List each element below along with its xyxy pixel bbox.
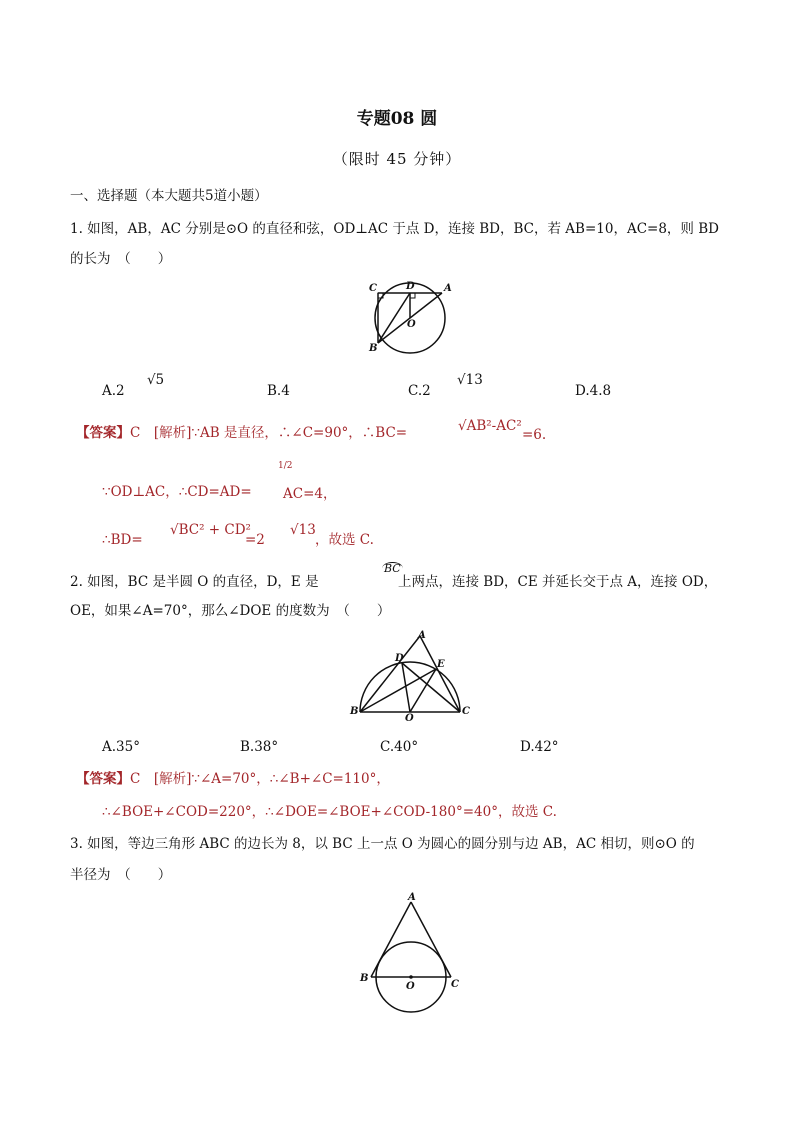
q1-figure [360,278,460,358]
q2-label-o: O [405,713,414,723]
q3-stem-line2: 半径为 （ ） [70,867,172,883]
q2-stem-line2: OE，如果∠A=70°，那么∠DOE 的度数为 （ ） [70,603,391,619]
page-title: 专题08 圆 [356,109,438,129]
q2-figure [348,628,478,723]
q1-answer-tag: 【答案】 [76,425,130,441]
q2-option-d[interactable]: D.42° [520,739,559,755]
q1-label-o: O [407,319,416,330]
q1-answer-text1: C [解析]∵AB 是直径，∴∠C=90°，∴BC= [130,425,408,441]
q1-label-d: D [406,281,415,292]
q3-label-b: B [360,973,369,984]
q1-label-c: C [369,283,377,294]
q2-answer-text1: C [解析]∵∠A=70°，∴∠B+∠C=110°， [130,771,390,787]
q1-answer-line1 [76,423,407,443]
q1-option-c-radical: √13 [457,372,483,388]
q1-label-a: A [444,283,452,294]
q2-answer-tag: 【答案】 [76,771,130,787]
q1-answer-line3-mid: =2 [245,532,265,548]
q1-stem-line2: 的长为 （ ） [70,251,172,267]
q1-answer-line3-end: ，故选 C. [315,532,374,548]
q1-answer-radical3b: √13 [290,522,316,538]
q1-option-d[interactable]: D.4.8 [575,383,612,399]
q1-option-c-text: C.2 [408,383,431,399]
q2-label-c: C [462,706,470,717]
q2-option-b[interactable]: B.38° [240,739,279,755]
q1-option-a[interactable] [102,372,165,401]
q2-label-b: B [350,706,359,717]
q2-answer-line1 [76,769,390,789]
q1-answer-fraction: 1/2 [278,461,293,471]
section-heading: 一、选择题（本大题共5道小题） [70,188,268,204]
q1-answer-line2: ∵OD⊥AC，∴CD=AD= [102,484,252,500]
q2-label-e: E [437,659,445,670]
q2-stem-line1: 2. 如图，BC 是半圆 O 的直径，D，E 是 [70,574,319,590]
q2-option-a[interactable]: A.35° [102,739,140,755]
q1-answer-line3: ∴BD= [102,532,143,548]
q3-stem-line1: 3. 如图，等边三角形 ABC 的边长为 8，以 BC 上一点 O 为圆心的圆分别与边 AB，AC 相切，则⊙O 的 [70,836,695,852]
q1-answer-radical3: √BC² + CD² [170,522,251,538]
q1-stem-line1: 1. 如图，AB，AC 分别是⊙O 的直径和弦，OD⊥AC 于点 D，连接 BD，BC，若 AB=10，AC=8，则 BD [70,221,719,237]
q1-answer-line1-end: =6. [522,427,547,443]
q2-option-c[interactable]: C.40° [380,739,419,755]
time-limit: （限时 45 分钟） [332,150,462,168]
q1-answer-line2-end: AC=4， [283,486,337,502]
q3-label-a: A [408,892,416,903]
q3-label-o: O [406,981,415,992]
q2-arc-bc: BC [384,562,401,575]
q2-stem-line1-end: 上两点，连接 BD，CE 并延长交于点 A，连接 OD， [398,574,718,590]
q3-label-c: C [451,979,459,990]
q1-option-b[interactable]: B.4 [267,383,290,399]
q2-label-a: A [418,630,426,641]
q1-option-c[interactable] [408,372,483,401]
q1-option-a-text: A.2 [102,383,125,399]
q2-label-d: D [395,653,404,664]
q1-label-b: B [369,343,378,354]
q3-figure [355,890,465,1015]
q2-answer-line2: ∴∠BOE+∠COD=220°，∴∠DOE=∠BOE+∠COD-180°=40°，故选 C. [102,804,557,820]
q1-answer-radical1: √AB²-AC² [458,418,522,434]
q1-option-a-radical: √5 [146,372,165,388]
